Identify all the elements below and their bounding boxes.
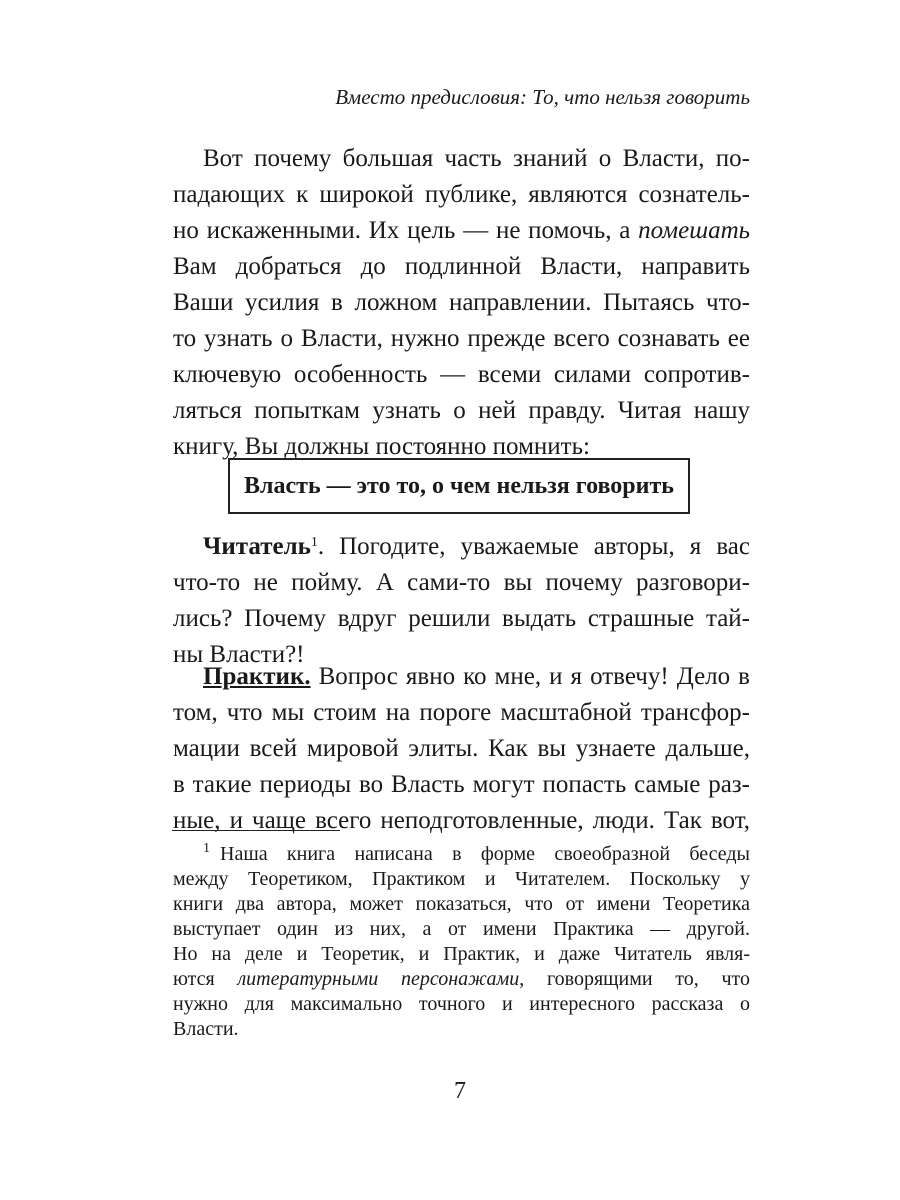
text-line: падающих к широкой публике, являются сознатель-	[173, 181, 750, 208]
callout-box	[228, 458, 690, 514]
text-line: книгу, Вы должны постоянно помнить:	[173, 433, 590, 460]
text-segment: Вопрос явно ко мне, и я отвечу! Дело в	[310, 663, 750, 690]
text-line	[173, 659, 750, 695]
page-number: 7	[454, 1078, 466, 1104]
text-line: ны Власти?!	[173, 641, 305, 668]
footnote-line	[173, 842, 750, 867]
text-line: мации всей мировой элиты. Как вы узнаете дальше,	[173, 735, 750, 762]
text-line: Вот почему большая часть знаний о Власти, по-	[203, 145, 750, 172]
footnote-reference[interactable]: 1	[310, 535, 318, 550]
text-line: что-то не пойму. А сами-то вы почему разговори-	[173, 569, 750, 596]
text-line: лись? Почему вдруг решили выдать страшные тай-	[173, 605, 750, 632]
running-head: Вместо предисловия: То, что нельзя говорить	[335, 85, 750, 109]
text-segment: . Погодите, уважаемые авторы, я вас	[317, 533, 750, 560]
text-segment: но искаженными. Их цель — не помочь, а	[173, 217, 639, 244]
footnote	[173, 842, 750, 1042]
text-line: том, что мы стоим на пороге масштабной трансфор-	[173, 699, 750, 726]
text-line	[173, 529, 750, 565]
reader-paragraph	[173, 529, 750, 673]
text-segment: ются	[173, 968, 238, 990]
practitioner-paragraph	[173, 659, 750, 839]
speaker-reader: Читатель	[203, 533, 311, 560]
footnote-line: книги два автора, может показаться, что от имени Теоретика	[173, 893, 750, 915]
footnote-mark: 1	[203, 841, 210, 856]
text-line	[173, 213, 750, 249]
text-segment: , говорящими то, что	[519, 968, 750, 990]
footnote-line: между Теоретиком, Практиком и Читателем. Поскольку у	[173, 868, 750, 890]
body-paragraph-1	[173, 141, 750, 465]
speaker-practitioner: Практик.	[203, 663, 311, 690]
footnote-line: выступает один из них, а от имени Практика — другой.	[173, 918, 750, 940]
footnote-line: нужно для максимально точного и интересного рассказа о	[173, 993, 750, 1015]
emphasis-text: литературными персонажами	[237, 968, 520, 990]
footnote-divider	[172, 830, 340, 831]
text-line: ные, и чаще всего неподготовленные, люди. Так вот,	[173, 807, 750, 834]
text-segment: Наша книга написана в форме своеобразной беседы	[220, 843, 750, 865]
callout-text: Власть — это то, о чем нельзя говорить	[244, 472, 674, 499]
text-line: ляться попыткам узнать о ней правду. Читая нашу	[173, 397, 750, 424]
text-line: то узнать о Власти, нужно прежде всего сознавать ее	[173, 325, 750, 352]
footnote-line: Власти.	[173, 1018, 239, 1040]
footnote-line	[173, 967, 750, 992]
text-line: Ваши усилия в ложном направлении. Пытаясь что-	[173, 289, 750, 316]
text-line: ключевую особенность — всеми силами сопротив-	[173, 361, 750, 388]
text-line: Вам добраться до подлинной Власти, направить	[173, 253, 750, 280]
emphasis-text: помешать	[638, 217, 750, 244]
text-line: в такие периоды во Власть могут попасть самые раз-	[173, 771, 750, 798]
footnote-line: Но на деле и Теоретик, и Практик, и даже Читатель явля-	[173, 943, 750, 965]
